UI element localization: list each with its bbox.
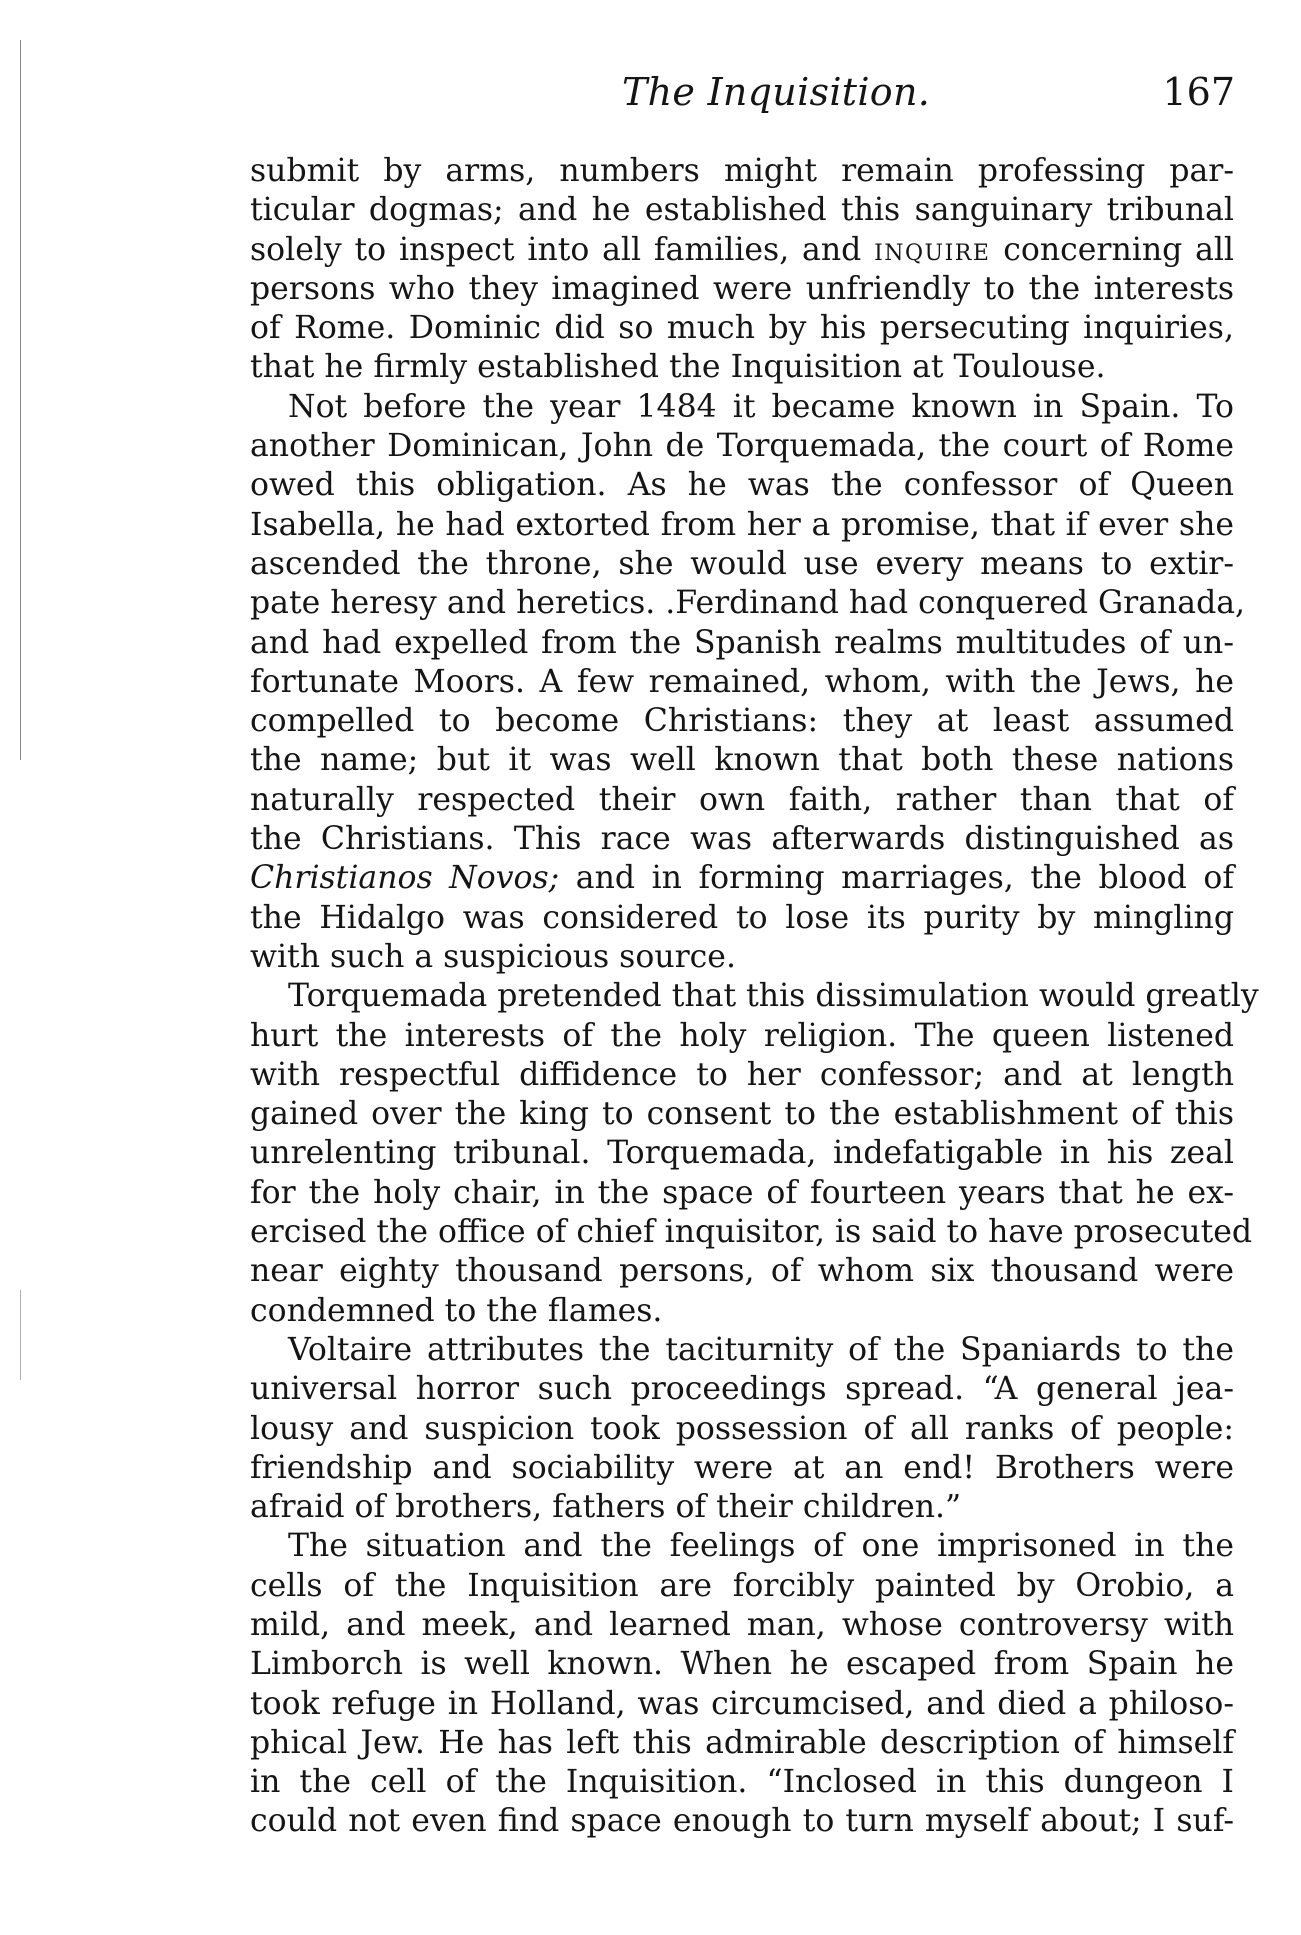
- text-line: persons who they imagined were unfriendly to the interests: [250, 270, 1234, 307]
- text-line: ercised the office of chief inquisitor, is said to have prosecuted: [250, 1214, 1253, 1251]
- text-run: solely to inspect into all families, and: [250, 231, 875, 268]
- page-number: 167: [1162, 70, 1235, 114]
- text-line: naturally respected their own faith, rather than that of: [250, 781, 1234, 818]
- text-line: Isabella, he had extorted from her a promise, that if ever she: [250, 506, 1234, 543]
- text-line: the Christians. This race was afterwards distinguished as: [250, 821, 1234, 858]
- text-line: for the holy chair, in the space of fourteen years that he ex-: [250, 1174, 1234, 1211]
- text-line: universal horror such proceedings spread. “A general jea-: [250, 1371, 1234, 1408]
- text-line: of Rome. Dominic did so much by his persecuting inquiries,: [250, 310, 1234, 347]
- text-line: condemned to the flames.: [250, 1292, 663, 1329]
- text-line: lousy and suspicion took possession of all ranks of people:: [250, 1410, 1234, 1447]
- text-line: friendship and sociability were at an end! Brothers were: [250, 1449, 1234, 1486]
- text-line: hurt the interests of the holy religion. The queen listened: [250, 1017, 1234, 1054]
- text-line: the Hidalgo was considered to lose its purity by mingling: [250, 899, 1234, 936]
- text-run: and in forming marriages, the blood of: [559, 860, 1234, 897]
- page-header: [250, 66, 1235, 126]
- text-line: Voltaire attributes the taciturnity of the Spaniards to the: [288, 1331, 1234, 1368]
- italic-phrase: Christianos Novos;: [250, 860, 560, 897]
- text-line: [250, 859, 1234, 898]
- text-line: owed this obligation. As he was the confessor of Queen: [250, 467, 1234, 504]
- text-line: another Dominican, John de Torquemada, the court of Rome: [250, 428, 1234, 465]
- text-line: with respectful diffidence to her confessor; and at length: [250, 1056, 1234, 1093]
- running-title: The Inquisition.: [622, 70, 931, 114]
- text-line: in the cell of the Inquisition. “Inclosed in this dungeon I: [250, 1764, 1234, 1801]
- text-line: submit by arms, numbers might remain professing par-: [250, 153, 1234, 189]
- page-edge-rule: [20, 40, 21, 760]
- text-line: with such a suspicious source.: [250, 938, 736, 975]
- text-body: [250, 152, 1259, 1842]
- text-line: fortunate Moors. A few remained, whom, with the Jews, he: [250, 663, 1234, 700]
- text-line: mild, and meek, and learned man, whose controversy with: [250, 1606, 1234, 1643]
- text-line: afraid of brothers, fathers of their children.”: [250, 1489, 962, 1526]
- text-line: the name; but it was well known that both these nations: [250, 742, 1234, 779]
- text-line: took refuge in Holland, was circumcised, and died a philoso-: [250, 1685, 1234, 1722]
- text-line: compelled to become Christians: they at least assumed: [250, 703, 1234, 740]
- text-line: [250, 231, 1234, 270]
- text-line: phical Jew. He has left this admirable description of himself: [250, 1724, 1234, 1761]
- text-line: cells of the Inquisition are forcibly painted by Orobio, a: [250, 1567, 1234, 1604]
- text-line: unrelenting tribunal. Torquemada, indefatigable in his zeal: [250, 1135, 1234, 1172]
- text-line: and had expelled from the Spanish realms multitudes of un-: [250, 624, 1234, 661]
- text-line: ascended the throne, she would use every means to extir-: [250, 545, 1234, 582]
- text-line: Not before the year 1484 it became known in Spain. To: [288, 388, 1234, 425]
- page-edge-rule-lower: [20, 1290, 21, 1380]
- text-line: could not even find space enough to turn myself about; I suf-: [250, 1803, 1234, 1840]
- text-line: that he firmly established the Inquisition at Toulouse.: [250, 349, 1106, 386]
- text-line: near eighty thousand persons, of whom six thousand were: [250, 1253, 1234, 1290]
- text-run: concerning all: [990, 231, 1234, 268]
- text-line: Torquemada pretended that this dissimulation would greatly: [288, 978, 1259, 1015]
- text-line: The situation and the feelings of one imprisoned in the: [288, 1528, 1234, 1565]
- text-line: Limborch is well known. When he escaped from Spain he: [250, 1646, 1234, 1683]
- smallcaps-word: inquire: [874, 231, 991, 268]
- text-line: gained over the king to consent to the establishment of this: [250, 1096, 1234, 1133]
- text-line: ticular dogmas; and he established this sanguinary tribunal: [250, 192, 1234, 229]
- text-line: pate heresy and heretics. .Ferdinand had conquered Granada,: [250, 585, 1246, 622]
